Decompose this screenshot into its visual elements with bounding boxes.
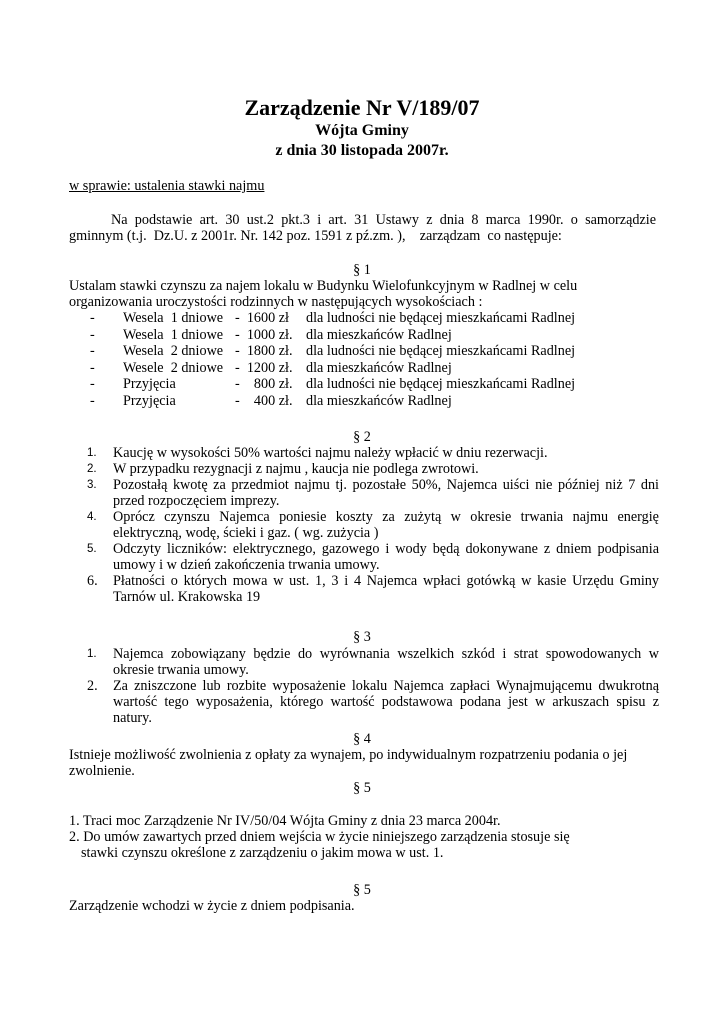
rate-name: Wesela 1 dniowe — [123, 310, 224, 326]
rate-name: Przyjęcia — [123, 393, 176, 409]
rate-name: Wesela 2 dniowe — [123, 343, 224, 360]
section-5-list — [69, 813, 669, 861]
rate-dash: - — [90, 310, 95, 326]
rate-name: Wesela 1 dniowe — [123, 326, 224, 343]
rate-dash: - — [90, 376, 95, 393]
list-item-text: Kaucję w wysokości 50% wartości najmu należy wpłacić w dniu rezerwacji. — [113, 445, 548, 461]
rate-name: Przyjęcia — [123, 376, 176, 393]
list-item-text: Pozostałą kwotę za przedmiot najmu tj. pozostałe 50%, Najemca uiści nie później niż 7 dni przed rozpoczęciem imprezy. — [113, 477, 659, 509]
rate-price: - 800 zł. — [235, 376, 293, 393]
list-item — [69, 541, 659, 573]
section-1-heading: § 1 — [353, 262, 371, 278]
section-5-item-1: 1. Traci moc Zarządzenie Nr IV/50/04 Wójta Gminy z dnia 23 marca 2004r. — [69, 813, 501, 829]
document-date: z dnia 30 listopada 2007r. — [275, 142, 449, 159]
list-item — [69, 678, 659, 726]
rate-price: - 1800 zł. — [235, 343, 293, 360]
section-2-list — [69, 445, 659, 605]
intro-paragraph — [69, 212, 656, 244]
list-item-text: Za zniszczone lub rozbite wyposażenie lokalu Najemca zapłaci Wynajmującemu dwukrotną wartość tego wyposażenia, którego wartość podstawowa podana jest w arkuszach spisu z natury. — [113, 678, 659, 726]
section-5-item-2-line-1: 2. Do umów zawartych przed dniem wejścia w życie niniejszego zarządzenia stosuje się — [69, 829, 570, 845]
intro-line-1-text: Na podstawie art. 30 ust.2 pkt.3 i art. 31 Ustawy z dnia 8 marca 1990r. o samorządzie — [111, 212, 656, 228]
intro-line-2: gminnym (t.j. Dz.U. z 2001r. Nr. 142 poz. 1591 z pź.zm. ), zarządzam co następuje: — [69, 228, 562, 244]
intro-line-1 — [69, 212, 656, 228]
list-item-number: 5. — [87, 543, 97, 555]
list-item — [69, 509, 659, 541]
list-item — [69, 477, 659, 509]
rate-dash: - — [90, 393, 95, 409]
section-5b-text: Zarządzenie wchodzi w życie z dniem podpisania. — [69, 898, 355, 914]
document-title: Zarządzenie Nr V/189/07 — [244, 95, 480, 120]
list-item-text: Odczyty liczników: elektrycznego, gazowego i wody będą dokonywane z dniem podpisania umowy i w dzień zakończenia trwania umowy. — [113, 541, 659, 573]
rate-dash: - — [90, 326, 95, 343]
list-item — [69, 646, 659, 678]
list-item-text: W przypadku rezygnacji z najmu , kaucja nie podlega zwrotowi. — [113, 461, 479, 477]
list-item-number: 2. — [87, 678, 98, 694]
list-item-number: 2. — [87, 463, 97, 475]
list-item-text: Płatności o których mowa w ust. 1, 3 i 4 Najemca wpłaci gotówką w kasie Urzędu Gminy Tarnów ul. Krakowska 19 — [113, 573, 659, 605]
list-item-text: Najemca zobowiązany będzie do wyrównania wszelkich szkód i strat spowodowanych w okresie trwania umowy. — [113, 646, 659, 678]
section-1-text: Ustalam stawki czynszu za najem lokalu w Budynku Wielofunkcyjnym w Radlnej w celu organizowania uroczystości rodzinnych w następujących wysokościach : — [69, 278, 578, 310]
rate-price: - 1000 zł. — [235, 326, 293, 343]
list-item-number: 1. — [87, 447, 97, 459]
list-item-number: 6. — [87, 573, 98, 589]
section-3-list — [69, 646, 659, 726]
rate-description: dla ludności nie będącej mieszkańcami Radlnej — [306, 310, 576, 326]
section-4-text: Istnieje możliwość zwolnienia z opłaty za wynajem, po indywidualnym rozpatrzeniu podania o jej zwolnienie. — [69, 747, 628, 779]
section-3-heading: § 3 — [353, 629, 371, 645]
rate-dash: - — [90, 359, 95, 376]
document-issuer: Wójta Gminy — [315, 122, 409, 139]
section-4-heading: § 4 — [353, 731, 371, 747]
rate-description: dla mieszkańców Radlnej — [306, 359, 452, 376]
list-item-text: Oprócz czynszu Najemca poniesie koszty za zużytą w okresie trwania najmu energię elektryczną, wodę, ścieki i gaz. ( wg. zużycia ) — [113, 509, 659, 541]
rate-price: - 1200 zł. — [235, 359, 293, 376]
document-subject: w sprawie: ustalenia stawki najmu — [69, 178, 265, 194]
section-5-heading: § 5 — [353, 780, 371, 796]
list-item-number: 4. — [87, 511, 97, 523]
rate-price: - 1600 zł — [235, 310, 289, 326]
rate-description: dla ludności nie będącej mieszkańcami Radlnej — [306, 343, 576, 360]
list-item-number: 1. — [87, 648, 97, 660]
list-item — [69, 573, 659, 605]
rate-description: dla ludności nie będącej mieszkańcami Radlnej — [306, 376, 576, 393]
list-item — [69, 461, 659, 477]
section-5-item-2-line-2: stawki czynszu określone z zarządzeniu o jakim mowa w ust. 1. — [81, 845, 444, 861]
rate-description: dla mieszkańców Radlnej — [306, 393, 452, 409]
rate-price: - 400 zł. — [235, 393, 293, 409]
section-5b-heading: § 5 — [353, 882, 371, 898]
rate-description: dla mieszkańców Radlnej — [306, 326, 452, 343]
list-item-number: 3. — [87, 479, 97, 491]
list-item — [69, 445, 659, 461]
rate-name: Wesele 2 dniowe — [123, 359, 224, 376]
section-2-heading: § 2 — [353, 429, 371, 445]
rate-dash: - — [90, 343, 95, 360]
